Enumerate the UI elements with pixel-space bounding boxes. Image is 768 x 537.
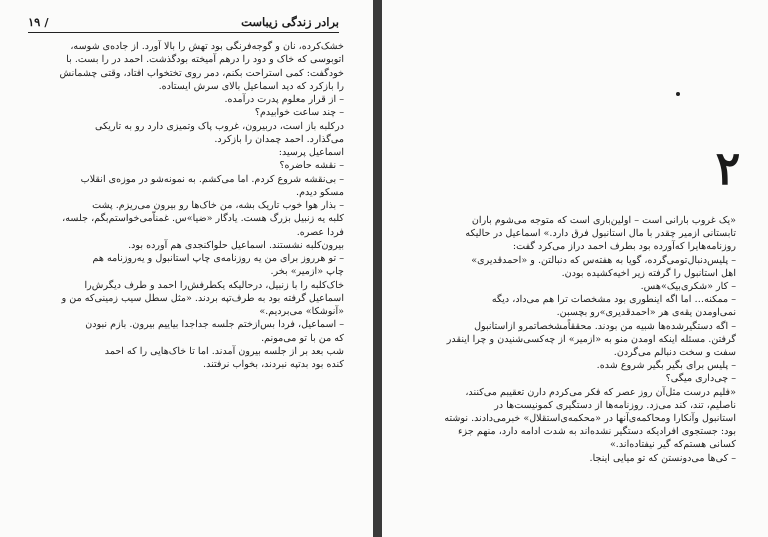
page-number: / ۱۹ — [28, 15, 49, 29]
left-page — [0, 0, 373, 537]
text-line: مسکو دیدم. — [296, 186, 344, 198]
right-page-body — [440, 214, 736, 465]
text-line: اهل استانبول را گرفته زیر اخیه‌کشیده بودن. — [561, 267, 736, 279]
text-line: «یک غروب بارانی است – اولین‌باری است که متوجه می‌شوم باران — [471, 215, 736, 226]
text-line: – پلیس‌دنبال‌تومی‌گرده، گویا به هفته‌س که دنبالتن. و «احمدقدیری» — [471, 254, 736, 266]
text-line: – نقشه حاضره؟ — [279, 160, 344, 172]
text-line: اسماعیل گرفته بود به طرف‌تپه بردند. «مثل سطل سیب زمینی‌که من و — [61, 292, 344, 304]
text-line: – تو هرروز برای من یه روزنامه‌ی چاپ استانبول و یه‌روزنامه هم — [92, 253, 344, 264]
text-line: – چند ساعت خوابیدم؟ — [254, 107, 344, 119]
text-line: «فلیم درست مثل‌آن روز عصر که فکر می‌کردم دارن تعقیبم می‌کنند، — [465, 386, 736, 398]
text-line: استانبول وآنکارا ومحاکمه‌ی‌آنها در «محکمه‌ی‌استقلال» خبرمی‌دادند. نوشته — [444, 413, 736, 425]
text-line: – ممکنه… اما اگه اینطوری بود مشخصات ترا هم می‌داد، دیگه — [491, 294, 736, 306]
text-line: بیرون‌کلبه نشستند. اسماعیل حلواکنجدی هم آورده بود. — [128, 239, 344, 251]
text-line: کلبه یه زنبیل بزرگ هست. یادگار «ضیا»س. غمناّمی‌خواستم‌بگم، جلسه، — [62, 213, 344, 225]
text-line: – کی‌ها می‌دونستن که تو میایی اینجا. — [589, 452, 736, 464]
text-line: کنده بود بدتپه نبردند، بخواب نرفتند. — [203, 359, 344, 370]
text-line: خودگفت: کمی استراحت بکنم، دمر روی تختخواب افتاد، وقتی چشمانش — [59, 67, 344, 79]
text-line: – پلیس برای بگیر بگیر شروع شده. — [596, 360, 736, 372]
text-line: شب بعد بر از جلسه بیرون آمدند. اما تا خاک‌هایی را که احمد — [104, 345, 344, 357]
text-line: خاک‌کلبه را با زنبیل، درحالیکه یکطرفش‌را احمد و طرف دیگرش‌را — [84, 279, 344, 291]
text-line: سفت و سخت دنبالم می‌گردن. — [613, 347, 736, 359]
text-line: می‌گذارد. احمد چمدان را بازکرد. — [214, 133, 344, 145]
text-line: «آنوشکا» می‌بردیم.» — [259, 306, 344, 317]
text-line: که من با تو می‌مونم. — [261, 332, 344, 344]
text-line: را بازکرد که دید اسماعیل بالای سرش ایستاده. — [158, 80, 344, 92]
running-head-title: برادر زندگی زیباست — [241, 15, 339, 29]
left-page-body — [26, 40, 344, 371]
text-line: درکلبه باز است، دربیرون، غروب پاک وتمیزی دارد رو به تاریکی — [95, 120, 344, 132]
text-line: خشک‌کرده، نان و گوجه‌فرنگی بود تهش را بالا آورد. از جاده‌ی شوسه، — [70, 41, 344, 52]
chapter-number: ۲ — [715, 141, 741, 195]
text-line: – بذار هوا خوب تاریک بشه، من خاک‌ها رو بیرون می‌ریزم. پشت — [92, 200, 344, 211]
text-line: اتوبوسی که خاک و دود را درهم آمیخته بودگذشت. احمد در را بست. با — [66, 54, 344, 66]
text-line: روزنامه‌هایرا که‌آورده بود بطرف احمد دراز می‌کرد گفت: — [512, 241, 736, 253]
page-mark — [676, 92, 680, 96]
text-line: – بی‌نقشه شروع کردم. اما می‌کشم. به نمونه‌شو در موزه‌ی انقلاب — [80, 173, 344, 185]
text-line: ناصلیم، تند، کند می‌زد. روزنامه‌ها از دستگیری کمونیست‌ها در — [494, 399, 736, 411]
text-line: کسانی هستم‌که گیر نیفتاده‌اند.» — [609, 439, 736, 451]
text-line: فردا عصره. — [296, 226, 344, 238]
text-line: تابستانی ازمیر چقدر با مال استانبول فرق دارد.» اسماعیل در حالیکه — [465, 228, 736, 240]
text-line: – چی‌داری میگی؟ — [665, 373, 736, 385]
running-header — [28, 14, 339, 30]
text-line: – از قرار معلوم پدرت درآمده. — [224, 94, 344, 105]
text-line: – کار «شکری‌بیک»هس. — [640, 281, 736, 293]
right-page — [382, 0, 768, 537]
text-line: – اگه دستگیرشده‌ها شبیه من بودند. محققاًمشخصاتمرو ازاستانبول — [474, 320, 736, 332]
text-line: نمی‌اومدن یقه‌ی هر «احمدقدیری»رو بچسبن. — [556, 307, 736, 319]
book-gutter — [373, 0, 382, 537]
text-line: چاپ «ازمیر» بخر. — [270, 266, 344, 278]
text-line: بود: جستجوی افرادیکه دستگیر نشده‌اند به شدت ادامه دارد، منهم جزء — [458, 426, 736, 438]
text-line: اسماعیل پرسید: — [278, 147, 344, 158]
header-rule — [28, 32, 339, 33]
text-line: – اسماعیل، فردا بس‌ازختم جلسه جداجدا بیاییم بیرون. بازم نبودن — [85, 319, 344, 331]
text-line: گرفتن. مسئله اینکه اومدن منو به «ازمیر» از چه‌کسی‌شنیدن و چرا اینقدر — [446, 333, 736, 345]
